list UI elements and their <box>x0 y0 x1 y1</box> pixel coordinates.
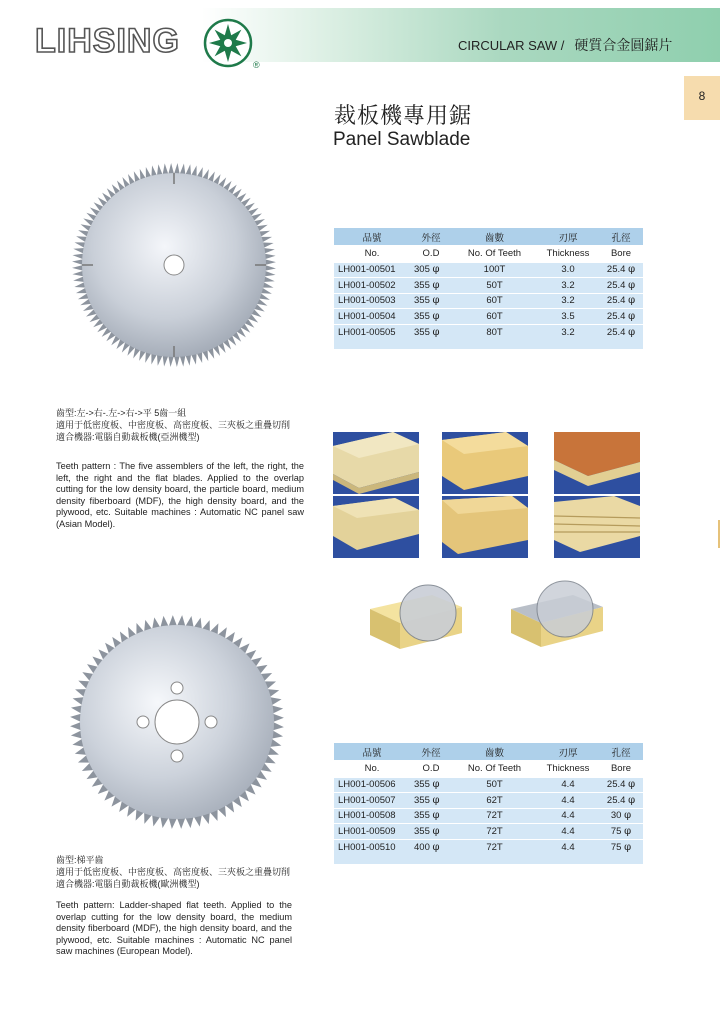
phi-symbol: φ <box>624 841 632 853</box>
cell-no: LH001-00509 <box>334 824 410 840</box>
cell-bore <box>599 824 643 840</box>
header-od-en: O.D <box>422 762 440 774</box>
header-no-en: No. <box>364 762 380 774</box>
phi-symbol: φ <box>432 841 440 853</box>
cell-no: LH001-00503 <box>334 293 410 309</box>
header-od-zh: 外徑 <box>421 232 441 244</box>
saw-tooth <box>163 355 169 366</box>
cell-bore <box>599 839 643 855</box>
phi-symbol: φ <box>628 311 636 323</box>
cell-teeth: 100T <box>452 262 537 278</box>
cell-thickness: 3.0 <box>537 262 599 278</box>
saw-tooth <box>273 714 284 722</box>
table-row <box>334 808 643 824</box>
saw-tooth <box>264 271 275 277</box>
table-2-footer-band <box>334 855 643 864</box>
header-bore-zh: 孔徑 <box>611 232 631 244</box>
table-header-zh <box>334 743 643 760</box>
phi-symbol: φ <box>432 295 440 307</box>
cell-teeth: 72T <box>452 824 537 840</box>
table-row <box>334 262 643 278</box>
header-teeth-en: No. Of Teeth <box>467 247 522 259</box>
saw-tooth <box>70 722 81 730</box>
saw-tooth <box>169 818 177 829</box>
cell-teeth: 62T <box>452 793 537 809</box>
phi-symbol: φ <box>432 810 440 822</box>
saw-tooth <box>72 254 83 260</box>
cell-od <box>410 777 452 793</box>
header-teeth-en: No. Of Teeth <box>467 762 522 774</box>
cell-thickness: 4.4 <box>537 824 599 840</box>
saw-tooth <box>264 254 275 260</box>
od-value: 355 <box>414 279 430 291</box>
table-row <box>334 777 643 793</box>
od-value: 355 <box>414 826 430 838</box>
saw-tooth <box>177 615 185 626</box>
bore-value: 25.4 <box>606 326 626 338</box>
cell-teeth: 50T <box>452 777 537 793</box>
phi-symbol: φ <box>628 326 636 338</box>
phi-symbol: φ <box>628 264 636 276</box>
cell-thickness: 4.4 <box>537 777 599 793</box>
cell-teeth: 80T <box>452 324 537 340</box>
phi-symbol: φ <box>624 810 632 822</box>
phi-symbol: φ <box>628 794 636 806</box>
description-1-en: Teeth pattern : The five assemblers of the left, the right, the left, the right and the flat blades. Applied to the overlap cutting for the low density board, the particle board, medium density fiberboard (MDF), the high density board, and the plywood, etc. Suitable machines : Automatic NC panel saw (Asian Model). <box>56 461 304 529</box>
saw-tooth <box>72 259 83 265</box>
header-bore-zh: 孔徑 <box>611 747 631 759</box>
description-2-zh <box>56 854 290 890</box>
cell-no: LH001-00507 <box>334 793 410 809</box>
product-title-zh: 裁板機專用鋸 <box>334 103 473 128</box>
phi-symbol: φ <box>628 295 636 307</box>
header-thickness-en: Thickness <box>546 247 590 259</box>
cell-od <box>410 309 452 325</box>
cell-od <box>410 808 452 824</box>
cell-bore <box>599 777 643 793</box>
phi-symbol: φ <box>432 794 440 806</box>
saw-tooth <box>265 259 276 265</box>
table-1-footer-band <box>334 340 643 349</box>
saw-tooth <box>265 265 276 271</box>
board-photo-mdf <box>442 496 528 558</box>
cell-teeth: 72T <box>452 839 537 855</box>
saw-tooth <box>177 818 185 829</box>
phi-symbol: φ <box>432 279 440 291</box>
cell-od <box>410 793 452 809</box>
cell-no: LH001-00502 <box>334 278 410 294</box>
cell-no: LH001-00504 <box>334 309 410 325</box>
tooth-pattern-zh: 齒型:梯平齒 <box>56 855 104 865</box>
od-value: 355 <box>414 794 430 806</box>
board-photo-particle-2 <box>333 496 419 558</box>
cell-no: LH001-00501 <box>334 262 410 278</box>
bore-value: 25.4 <box>606 279 626 291</box>
phi-symbol: φ <box>628 279 636 291</box>
table-row <box>334 839 643 855</box>
board-photo-particle <box>333 432 419 494</box>
cell-bore <box>599 808 643 824</box>
cell-bore <box>599 309 643 325</box>
header-teeth-zh: 齒數 <box>484 747 504 759</box>
phi-symbol: φ <box>432 311 440 323</box>
cell-thickness: 3.5 <box>537 309 599 325</box>
registered-mark: ® <box>253 60 260 70</box>
od-value: 305 <box>414 264 430 276</box>
cell-teeth: 50T <box>452 278 537 294</box>
board-photo-chipboard <box>442 432 528 494</box>
bore-value: 25.4 <box>606 264 626 276</box>
board-photo-laminated <box>554 432 640 494</box>
saw-tooth <box>180 355 186 366</box>
saw-blade-image-asian <box>69 160 279 370</box>
table-row <box>334 293 643 309</box>
cell-thickness: 3.2 <box>537 324 599 340</box>
machine-zh: 適合機器:電腦自動裁板機(歐洲機型) <box>56 879 200 889</box>
saw-blade-image-european <box>67 612 287 832</box>
cell-thickness: 4.4 <box>537 808 599 824</box>
bore-value: 30 <box>610 810 622 822</box>
cell-bore <box>599 278 643 294</box>
description-2-en: Teeth pattern: Ladder-shaped flat teeth. Applied to the overlap cutting for the low density board, the medium density fiberboard (MDF), the high density board, and the plywood, etc. Suitable machines : Automatic NC panel saw machines (European Model). <box>56 900 292 956</box>
saw-tooth <box>72 265 83 271</box>
cutting-illustration-1 <box>366 577 466 657</box>
brand-logo-icon <box>203 18 253 68</box>
bore-value: 25.4 <box>606 295 626 307</box>
header-no-zh: 品號 <box>362 232 382 244</box>
header-no-en: No. <box>364 247 380 259</box>
table-row <box>334 309 643 325</box>
bore-value: 25.4 <box>606 779 626 791</box>
saw-tooth <box>174 163 180 174</box>
description-1-zh <box>56 407 290 443</box>
cell-no: LH001-00510 <box>334 839 410 855</box>
bore-value: 25.4 <box>606 794 626 806</box>
cell-od <box>410 824 452 840</box>
table-row <box>334 793 643 809</box>
saw-tooth <box>163 163 169 174</box>
header-thickness-zh: 刃厚 <box>558 232 578 244</box>
saw-tooth <box>168 356 174 367</box>
page-number: 8 <box>684 76 720 120</box>
phi-symbol: φ <box>432 326 440 338</box>
cell-od <box>410 839 452 855</box>
cell-thickness: 4.4 <box>537 839 599 855</box>
cell-bore <box>599 324 643 340</box>
bore-value: 75 <box>610 841 622 853</box>
saw-tooth <box>180 163 186 174</box>
cell-thickness: 3.2 <box>537 293 599 309</box>
od-value: 355 <box>414 779 430 791</box>
phi-symbol: φ <box>624 826 632 838</box>
saw-tooth <box>72 271 83 277</box>
table-row <box>334 824 643 840</box>
table-header-en <box>334 245 643 262</box>
cell-thickness: 4.4 <box>537 793 599 809</box>
cell-teeth: 72T <box>452 808 537 824</box>
saw-tooth <box>174 356 180 367</box>
saw-tooth <box>169 615 177 626</box>
cell-od <box>410 278 452 294</box>
cell-bore <box>599 293 643 309</box>
board-photo-plywood <box>554 496 640 558</box>
cutting-illustration-2 <box>507 573 607 653</box>
logo-wordmark: LIHSING <box>35 22 180 60</box>
table-row <box>334 324 643 340</box>
application-zh: 適用于低密度板、中密度板、高密度板、三夾板之重疊切削 <box>56 420 291 430</box>
cell-bore <box>599 262 643 278</box>
spec-table-1 <box>334 228 643 340</box>
cell-od <box>410 262 452 278</box>
od-value: 355 <box>414 295 430 307</box>
header-od-zh: 外徑 <box>421 747 441 759</box>
machine-zh: 適合機器:電腦自動裁板機(亞洲機型) <box>56 432 200 442</box>
od-value: 355 <box>414 810 430 822</box>
header-no-zh: 品號 <box>362 747 382 759</box>
page-header <box>0 0 720 72</box>
header-bore-en: Bore <box>610 247 632 259</box>
cell-no: LH001-00508 <box>334 808 410 824</box>
od-value: 355 <box>414 326 430 338</box>
cell-teeth: 60T <box>452 293 537 309</box>
product-title-en: Panel Sawblade <box>333 129 471 150</box>
application-zh: 適用于低密度板、中密度板、高密度板、三夾板之重疊切削 <box>56 867 291 877</box>
header-thickness-zh: 刃厚 <box>558 747 578 759</box>
phi-symbol: φ <box>432 826 440 838</box>
saw-tooth <box>168 163 174 174</box>
cell-od <box>410 324 452 340</box>
header-title-en: CIRCULAR SAW / <box>458 38 565 53</box>
cell-teeth: 60T <box>452 309 537 325</box>
phi-symbol: φ <box>432 264 440 276</box>
cell-no: LH001-00506 <box>334 777 410 793</box>
saw-tooth <box>273 722 284 730</box>
header-title-zh: 硬質合金圓鋸片 <box>574 37 673 53</box>
spec-table-2 <box>334 743 643 855</box>
phi-symbol: φ <box>628 779 636 791</box>
brand-logo-text <box>33 20 193 60</box>
cell-bore <box>599 793 643 809</box>
header-teeth-zh: 齒數 <box>484 232 504 244</box>
od-value: 400 <box>414 841 430 853</box>
header-od-en: O.D <box>422 247 440 259</box>
saw-tooth <box>70 714 81 722</box>
bore-value: 75 <box>610 826 622 838</box>
tooth-pattern-zh: 齒型:左->右-.左->右->平 5齒一組 <box>56 408 187 418</box>
cell-od <box>410 293 452 309</box>
od-value: 355 <box>414 311 430 323</box>
cell-thickness: 3.2 <box>537 278 599 294</box>
header-thickness-en: Thickness <box>546 762 590 774</box>
phi-symbol: φ <box>432 779 440 791</box>
table-header-zh <box>334 228 643 245</box>
header-bore-en: Bore <box>610 762 632 774</box>
bore-value: 25.4 <box>606 311 626 323</box>
header-title <box>458 35 672 55</box>
table-header-en <box>334 760 643 777</box>
table-row <box>334 278 643 294</box>
cell-no: LH001-00505 <box>334 324 410 340</box>
